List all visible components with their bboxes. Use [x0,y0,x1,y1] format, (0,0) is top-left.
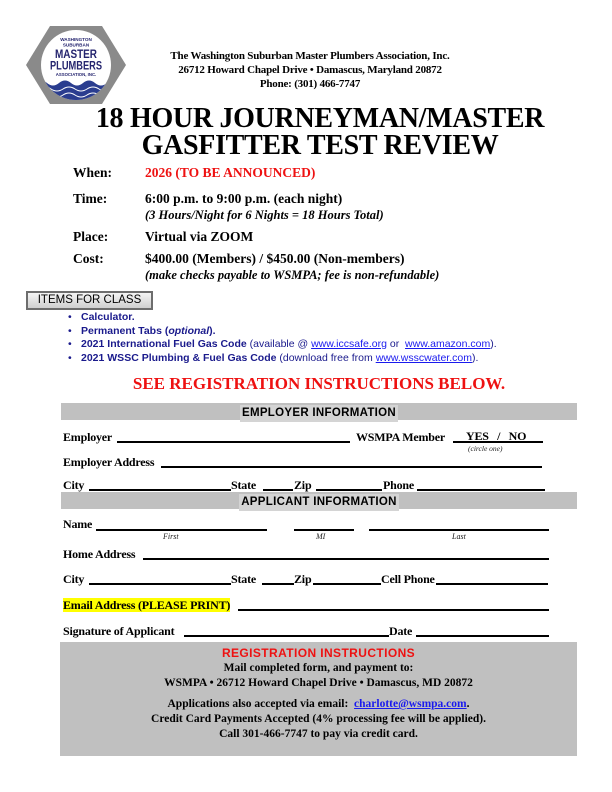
registration-heading: REGISTRATION INSTRUCTIONS [221,646,416,660]
circle-one-hint: (circle one) [468,444,503,453]
wsmpa-member-label: WSMPA Member [356,430,446,444]
time-value: 6:00 p.m. to 9:00 p.m. (each night) [145,191,343,206]
wsscwater-link[interactable]: www.wsscwater.com [375,351,472,364]
wsmpa-logo [25,25,127,105]
list-item: • Permanent Tabs (optional). [68,325,497,339]
employer-heading: EMPLOYER INFORMATION [240,405,398,422]
employer-address-field[interactable] [161,466,542,468]
last-caption: Last [452,532,466,541]
credit-line: Credit Card Payments Accepted (4% processing fee will be applied). [151,713,486,725]
org-name: The Washington Suburban Master Plumbers Association, Inc. [170,50,450,62]
applicant-state-field[interactable] [262,583,294,585]
applicant-state-label: State [231,572,256,586]
last-name-field[interactable] [369,529,549,531]
employer-label: Employer [63,430,113,444]
when-label: When: [73,165,113,180]
employer-city-field[interactable] [89,489,231,491]
org-phone: Phone: (301) 466-7747 [259,78,361,90]
org-address: 26712 Howard Chapel Drive • Damascus, Maryland 20872 [178,64,442,76]
signature-label: Signature of Applicant [63,624,175,638]
employer-phone-field[interactable] [417,489,545,491]
employer-address-label: Employer Address [63,455,155,469]
call-line: Call 301-466-7747 to pay via credit card. [219,728,418,740]
cost-note: (make checks payable to WSMPA; fee is non-refundable) [145,268,440,282]
mail-address-line: WSMPA • 26712 Howard Chapel Drive • Damascus, MD 20872 [164,677,473,689]
email-label: Email Address (PLEASE PRINT) [63,598,231,612]
applicant-city-field[interactable] [89,583,231,585]
place-value: Virtual via ZOOM [145,229,254,244]
svg-text:PLUMBERS: PLUMBERS [50,58,102,73]
employer-zip-label: Zip [294,478,312,492]
name-label: Name [63,517,93,531]
cell-phone-label: Cell Phone [381,572,435,586]
email-link[interactable]: charlotte@wsmpa.com [354,698,467,710]
employer-zip-field[interactable] [316,489,382,491]
org-info [130,49,490,91]
employer-section-header [61,403,577,420]
applicant-zip-field[interactable] [313,583,381,585]
employer-city-label: City [63,478,85,492]
items-list [68,311,497,365]
employer-field[interactable] [117,441,350,443]
cost-value: $400.00 (Members) / $450.00 (Non-members) [145,251,405,266]
home-address-label: Home Address [63,547,136,561]
svg-text:ASSOCIATION, INC.: ASSOCIATION, INC. [55,72,97,77]
svg-text:WASHINGTON: WASHINGTON [60,37,92,42]
home-address-field[interactable] [143,558,549,560]
svg-text:MASTER: MASTER [55,47,98,61]
applicant-city-label: City [63,572,85,586]
svg-text:SUBURBAN: SUBURBAN [62,42,90,48]
middle-initial-field[interactable] [294,529,354,531]
registration-instructions [60,642,577,756]
mail-line: Mail completed form, and payment to: [223,662,414,674]
title-line-2: GASFITTER TEST REVIEW [141,130,499,161]
amazon-link[interactable]: www.amazon.com [405,338,491,350]
cell-phone-field[interactable] [436,583,548,585]
list-item: • 2021 International Fuel Gas Code (available @ www.iccsafe.org or www.amazon.com). [68,338,497,352]
first-caption: First [163,532,179,541]
list-item: • Calculator. [68,311,497,325]
place-label: Place: [73,229,109,244]
mi-caption: MI [316,532,326,541]
date-field[interactable] [416,635,549,637]
employer-state-label: State [231,478,256,492]
when-value: 2026 (TO BE ANNOUNCED) [145,165,316,180]
email-line: Applications also accepted via email: charlotte@wsmpa.com. [167,698,470,710]
items-for-class-tab: ITEMS FOR CLASS [26,291,153,310]
iccsafe-link[interactable]: www.iccsafe.org [311,338,387,350]
date-label: Date [389,624,413,638]
applicant-zip-label: Zip [294,572,312,586]
signature-field[interactable] [184,635,389,637]
first-name-field[interactable] [96,529,267,531]
time-label: Time: [73,191,108,206]
applicant-heading: APPLICANT INFORMATION [239,494,399,511]
page-title [40,105,600,159]
see-registration-notice: SEE REGISTRATION INSTRUCTIONS BELOW. [132,374,506,393]
title-line-1: 18 HOUR JOURNEYMAN/MASTER [95,103,545,134]
time-note: (3 Hours/Night for 6 Nights = 18 Hours Total) [145,208,384,222]
member-yes-no[interactable]: YES / NO [466,429,527,443]
cost-label: Cost: [73,251,104,266]
email-field[interactable] [238,609,549,611]
list-item: • 2021 WSSC Plumbing & Fuel Gas Code (download free from www.wsscwater.com). [68,352,497,366]
employer-state-field[interactable] [263,489,293,491]
applicant-section-header [61,492,577,509]
employer-phone-label: Phone [383,478,415,492]
